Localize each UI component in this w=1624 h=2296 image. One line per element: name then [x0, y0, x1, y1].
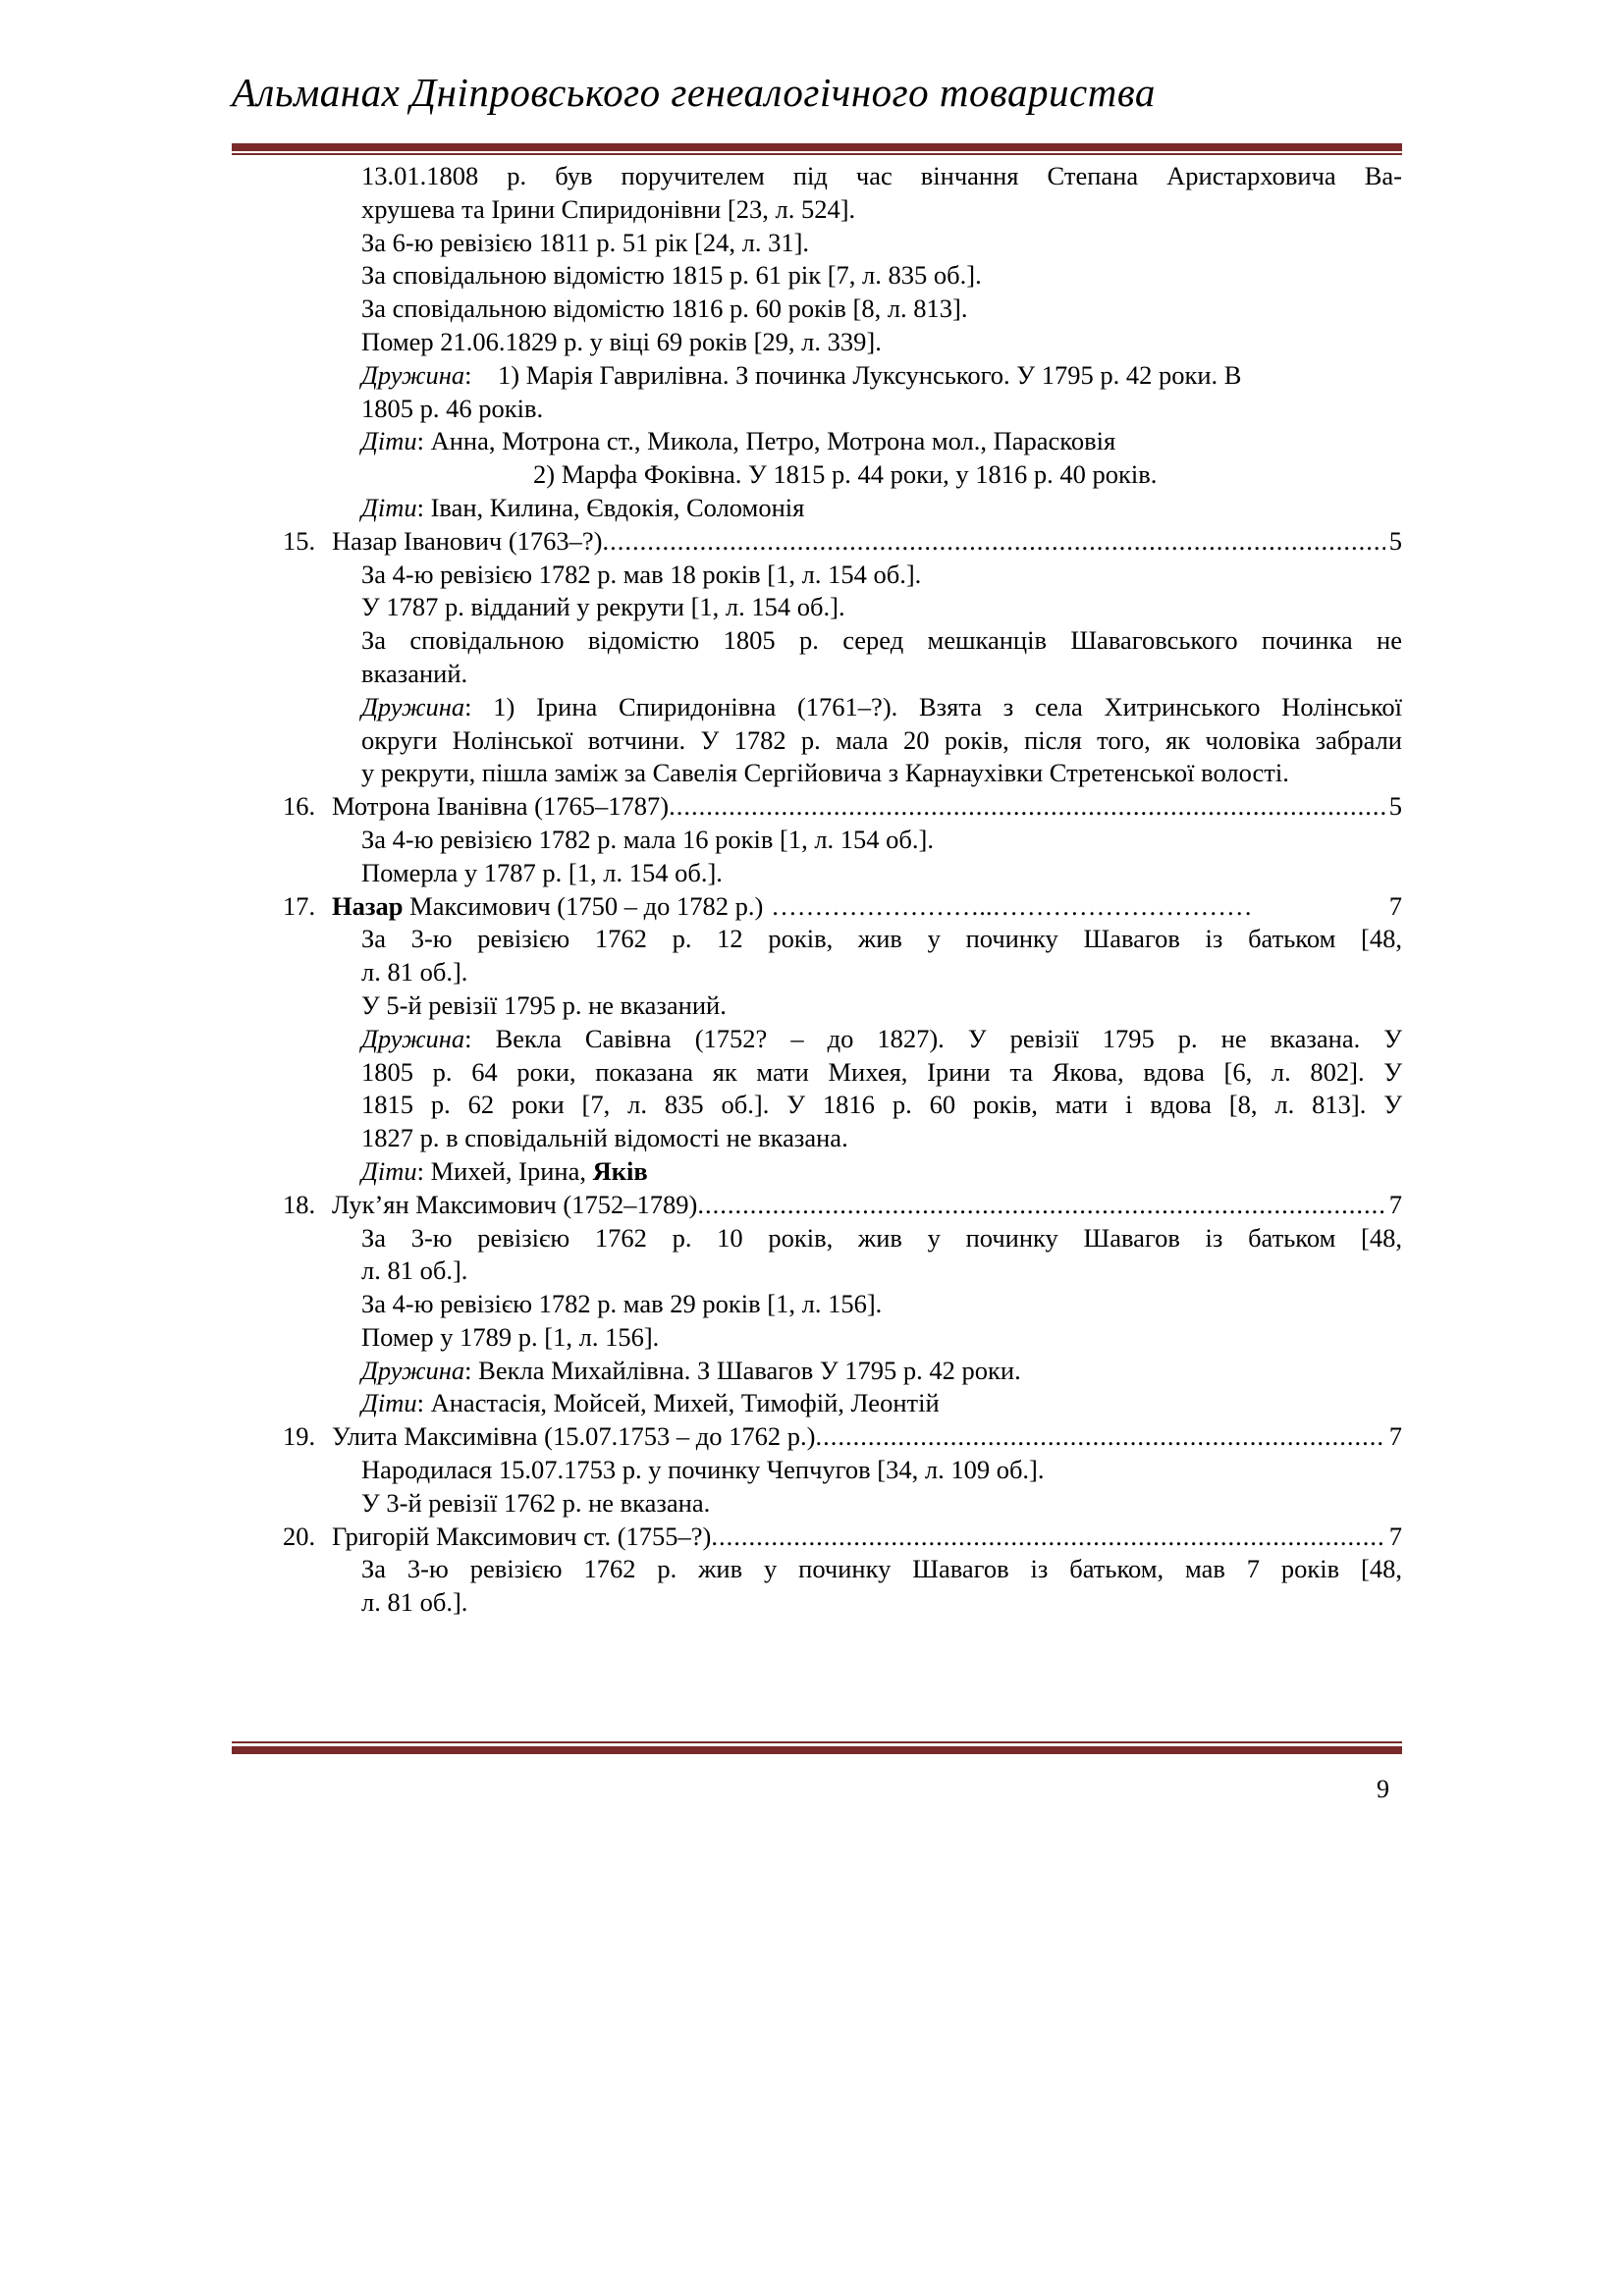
text-line: 1805 р. 64 роки, показана як мати Михея, Ірини та Якова, вдова [6, л. 802]. У — [361, 1056, 1402, 1087]
children-label: Діти — [361, 492, 417, 522]
text-line: у рекрути, пішла заміж за Савелія Сергійовича з Карнаухівки Стретенської волості. — [361, 758, 1289, 788]
entry-heading-15 — [283, 525, 1402, 559]
entry-heading-20 — [283, 1521, 1402, 1554]
text-line: За 3-ю ревізією 1762 р. жив у починку Шавагов із батьком, мав 7 років [48, — [361, 1554, 1402, 1584]
text-line: л. 81 об.]. — [361, 1587, 468, 1618]
wife-line — [283, 1023, 1402, 1056]
wife-line — [283, 1355, 1402, 1388]
entry-heading-18 — [283, 1189, 1402, 1222]
entry-heading-19 — [283, 1420, 1402, 1454]
text-line: У 1787 р. відданий у рекрути [1, л. 154 об.]. — [361, 592, 845, 622]
header-rule-thin — [232, 153, 1402, 155]
text-line: округи Нолінської вотчини. У 1782 р. мала 20 років, після того, як чоловіка забрали — [361, 724, 1402, 755]
entry-number: 19. — [283, 1421, 316, 1452]
children-bold: Яків — [592, 1155, 648, 1186]
dot-leader — [669, 790, 1385, 824]
text-line: За 4-ю ревізією 1782 р. мала 16 років [1, л. 154 об.]. — [361, 824, 934, 854]
entry-page-ref: 7 — [1388, 890, 1402, 921]
wife-text: : 1) Ірина Спиридонівна (1761–?). Взята з села Хитринського Нолінської — [464, 691, 1402, 721]
children-text: : Михей, Ірина, — [416, 1155, 593, 1186]
wife-text: : 1) Марія Гаврилівна. З починка Луксунського. У 1795 р. 42 роки. В — [464, 359, 1242, 390]
text-line: За 6-ю ревізією 1811 р. 51 рік [24, л. 31]. — [361, 227, 810, 257]
children-line — [283, 1155, 1402, 1189]
text-line: л. 81 об.]. — [361, 1255, 468, 1286]
wife-text: : Векла Савівна (1752? – до 1827). У ревізії 1795 р. не вказана. У — [464, 1023, 1402, 1053]
text-line: За 3-ю ревізією 1762 р. 12 років, жив у починку Шавагов із батьком [48, — [361, 924, 1402, 954]
entry-page-ref: 7 — [1388, 1189, 1402, 1219]
text-line: 13.01.1808 р. був поручителем під час вінчання Степана Аристарховича Ва- — [361, 161, 1402, 190]
wife-label: Дружина — [361, 691, 465, 721]
text-line: хрушева та Ірини Спиридонівни [23, л. 524]. — [361, 193, 856, 224]
dot-leader — [711, 1521, 1384, 1554]
text-line: За 3-ю ревізією 1762 р. 10 років, жив у починку Шавагов із батьком [48, — [361, 1222, 1402, 1253]
wife-line — [283, 691, 1402, 724]
entry-number: 16. — [283, 791, 316, 822]
text-line: л. 81 об.]. — [361, 957, 468, 988]
wife-line: 2) Марфа Фоківна. У 1815 р. 44 роки, у 1816 р. 40 років. — [533, 459, 1158, 490]
dot-leader — [697, 1189, 1384, 1222]
entry-name: Лук’ян Максимович (1752–1789) — [332, 1189, 698, 1219]
children-label: Діти — [361, 1388, 417, 1418]
children-line — [283, 425, 1402, 458]
text-line: У 3-й ревізії 1762 р. не вказана. — [361, 1487, 711, 1518]
children-text: : Іван, Килина, Євдокія, Соломонія — [416, 492, 805, 522]
entry-name: Мотрона Іванівна (1765–1787) — [332, 791, 670, 822]
page-header-title: Альманах Дніпровського генеалогічного товариства — [232, 70, 1156, 115]
entry-name-bold: Назар — [332, 890, 404, 921]
ellipsis-leader: ……………………..………………………… — [771, 890, 1253, 921]
text-line: вказаний. — [361, 658, 468, 688]
entry-number: 17. — [283, 890, 316, 921]
wife-line — [283, 359, 1402, 393]
wife-label: Дружина — [361, 1355, 465, 1385]
wife-label: Дружина — [361, 1023, 465, 1053]
text-line: У 5-й ревізії 1795 р. не вказаний. — [361, 989, 727, 1020]
text-line: Народилася 15.07.1753 р. у починку Чепчугов [34, л. 109 об.]. — [361, 1455, 1045, 1485]
text-line: Померла у 1787 р. [1, л. 154 об.]. — [361, 857, 723, 887]
entry-name: Улита Максимівна (15.07.1753 – до 1762 р.) — [332, 1421, 816, 1452]
dot-leader — [603, 525, 1385, 559]
wife-label: Дружина — [361, 359, 465, 390]
entry-page-ref: 5 — [1388, 791, 1402, 822]
entry-heading-17 — [283, 890, 1402, 924]
text-line: 1805 р. 46 років. — [361, 393, 544, 423]
text-line: За сповідальною відомістю 1816 р. 60 років [8, л. 813]. — [361, 294, 968, 324]
children-text: : Анна, Мотрона ст., Микола, Петро, Мотрона мол., Парасковія — [416, 426, 1116, 456]
children-label: Діти — [361, 1155, 417, 1186]
entry-number: 18. — [283, 1189, 316, 1219]
entry-heading-16 — [283, 790, 1402, 824]
entry-number: 15. — [283, 525, 316, 556]
page-number: 9 — [1377, 1775, 1389, 1803]
children-label: Діти — [361, 426, 417, 456]
text-line: Помер 21.06.1829 р. у віці 69 років [29, л. 339]. — [361, 326, 882, 356]
text-line: 1815 р. 62 роки [7, л. 835 об.]. У 1816 р. 60 років, мати і вдова [8, л. 813]. У — [361, 1090, 1402, 1120]
text-line: Помер у 1789 р. [1, л. 156]. — [361, 1321, 660, 1352]
text-line: 1827 р. в сповідальній відомості не вказана. — [361, 1123, 848, 1153]
text-line: За сповідальною відомістю 1815 р. 61 рік [7, л. 835 об.]. — [361, 260, 982, 291]
children-text: : Анастасія, Мойсей, Михей, Тимофій, Леонтій — [416, 1388, 940, 1418]
text-line: За сповідальною відомістю 1805 р. серед мешканців Шаваговського починка не — [361, 625, 1402, 656]
entry-page-ref: 7 — [1388, 1421, 1402, 1452]
text-line: За 4-ю ревізією 1782 р. мав 18 років [1, л. 154 об.]. — [361, 559, 922, 589]
footer-rule-thick — [232, 1746, 1402, 1754]
children-line — [283, 492, 1402, 525]
header-rule-thick — [232, 143, 1402, 151]
children-line — [283, 1387, 1402, 1420]
genealogy-text — [283, 160, 1402, 1620]
entry-page-ref: 7 — [1388, 1521, 1402, 1551]
text-line: За 4-ю ревізією 1782 р. мав 29 років [1, л. 156]. — [361, 1289, 883, 1319]
dot-leader — [815, 1420, 1384, 1454]
wife-text: : Векла Михайлівна. З Шавагов У 1795 р. 42 роки. — [464, 1355, 1021, 1385]
entry-number: 20. — [283, 1521, 316, 1551]
entry-name: Назар Іванович (1763–?) — [332, 525, 603, 556]
entry-name — [332, 890, 1253, 924]
entry-name-rest: Максимович (1750 – до 1782 р.) — [403, 890, 764, 921]
entry-page-ref: 5 — [1388, 525, 1402, 556]
footer-rule-thin — [232, 1741, 1402, 1743]
entry-name: Григорій Максимович ст. (1755–?) — [332, 1521, 712, 1551]
